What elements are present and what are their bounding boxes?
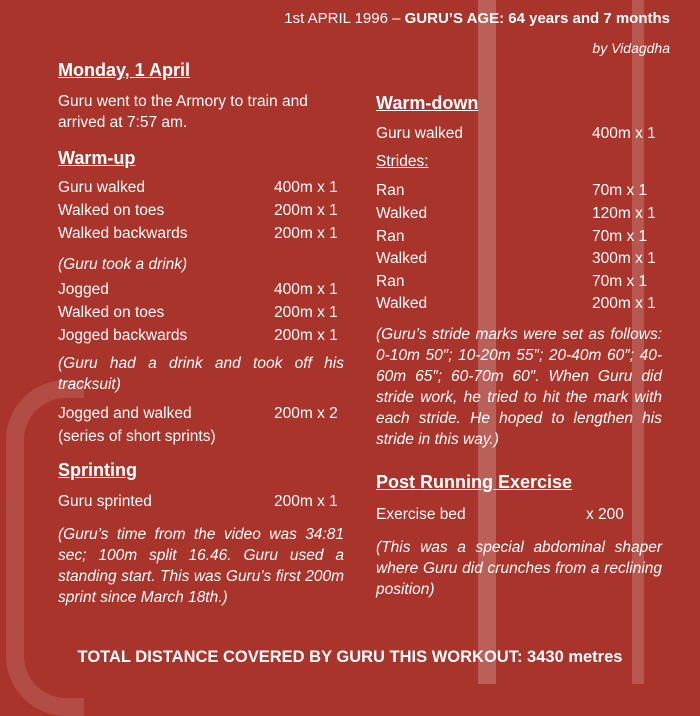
tracksuit-note: (Guru had a drink and took off his tracksuit): [58, 355, 344, 393]
strides-label: Strides:: [376, 153, 429, 170]
list-item: Walked 300m x 1: [376, 250, 656, 267]
list-item: Walked 120m x 1: [376, 205, 656, 222]
list-item: Guru walked 400m x 1: [58, 179, 338, 196]
list-item: Exercise bed x 200: [376, 506, 624, 523]
list-item: Jogged backwards 200m x 1: [58, 327, 338, 344]
warmup-heading: Warm-up: [58, 148, 136, 168]
list-item: Walked on toes 200m x 1: [58, 202, 338, 219]
list-item: Walked backwards 200m x 1: [58, 225, 338, 242]
intro-text: Guru went to the Armory to train and arrived at 7:57 am.: [58, 93, 308, 131]
day-heading: Monday, 1 April: [58, 60, 191, 80]
article-header: [284, 10, 670, 27]
list-item: Ran 70m x 1: [376, 273, 648, 290]
sprinting-heading: Sprinting: [58, 460, 137, 480]
warmdown-heading: Warm-down: [376, 93, 479, 113]
post-note: (This was a special abdominal shaper where Guru did crunches from a reclining position): [376, 539, 662, 598]
list-item: Walked 200m x 1: [376, 295, 656, 312]
sprint-note: (Guru’s time from the video was 34:81 sec; 100m split 16.46. Guru used a standing start. This was Guru’s first 200m sprint since March 18th.): [58, 526, 344, 606]
list-item: Walked on toes 200m x 1: [58, 304, 338, 321]
byline: by Vidagdha: [592, 40, 670, 56]
article-date: 1st APRIL 1996 –: [284, 10, 401, 27]
guru-age: GURU’S AGE: 64 years and 7 months: [404, 10, 670, 27]
list-item: Jogged 400m x 1: [58, 281, 338, 298]
list-item: Jogged and walked 200m x 2: [58, 405, 338, 422]
jog-walk-sub: (series of short sprints): [58, 428, 216, 445]
post-exercise-heading: Post Running Exercise: [376, 472, 573, 492]
list-item: Ran 70m x 1: [376, 228, 648, 245]
total-distance: TOTAL DISTANCE COVERED BY GURU THIS WORKOUT: 3430 metres: [77, 648, 623, 666]
list-item: Ran 70m x 1: [376, 182, 648, 199]
drink-note: (Guru took a drink): [58, 256, 188, 273]
stride-note: (Guru’s stride marks were set as follows: 0-10m 50″; 10-20m 55″; 20-40m 60″; 40-60m 65″; 60-70m 60″. When Guru did stride work, he tried to hit the mark with each stride. He hoped to lengthen his stride in this way.): [376, 326, 662, 448]
list-item: Guru walked 400m x 1: [376, 125, 656, 142]
list-item: Guru sprinted 200m x 1: [58, 493, 338, 510]
